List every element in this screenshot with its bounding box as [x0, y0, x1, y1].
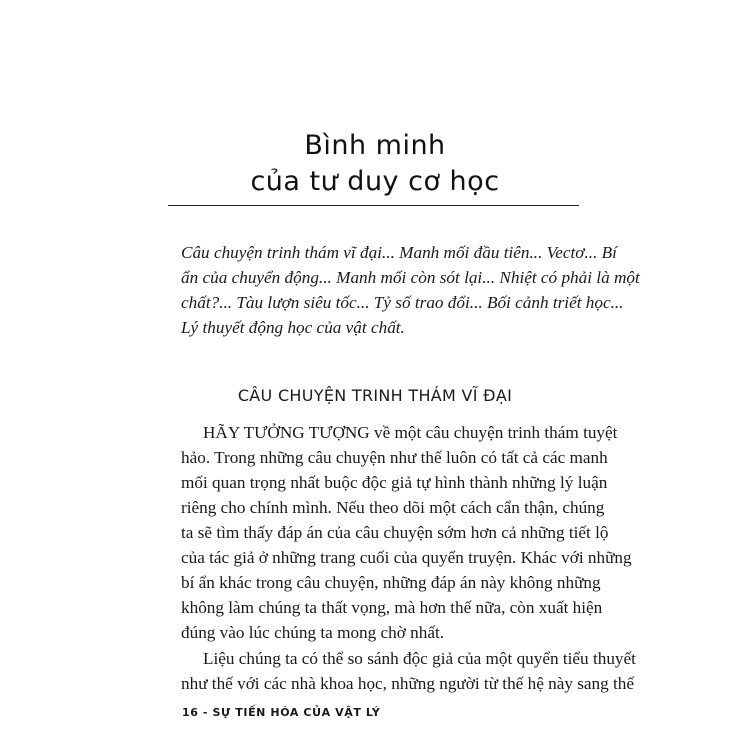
- intro-line: Câu chuyện trinh thám vĩ đại... Manh mối đầu tiên... Vectơ... Bí: [181, 243, 617, 262]
- body-line: HÃY TƯỞNG TƯỢNG về một câu chuyện trinh thám tuyệt: [203, 423, 618, 442]
- chapter-title-line-1: Bình minh: [304, 130, 446, 161]
- body-line: bí ẩn khác trong câu chuyện, những đáp án này không những: [181, 573, 601, 592]
- body-line: đúng vào lúc chúng ta mong chờ nhất.: [181, 623, 445, 642]
- intro-line: ẩn của chuyển động... Manh mối còn sót lại... Nhiệt có phải là một: [181, 268, 640, 287]
- intro-line: chất?... Tàu lượn siêu tốc... Tỷ số trao đổi... Bối cảnh triết học...: [181, 293, 624, 312]
- body-line: ta sẽ tìm thấy đáp án của câu chuyện sớm hơn cả những tiết lộ: [181, 523, 609, 542]
- intro-line: Lý thuyết động học của vật chất.: [181, 318, 405, 337]
- section-heading: CÂU CHUYỆN TRINH THÁM VĨ ĐẠI: [237, 386, 513, 405]
- body-line: mối quan trọng nhất buộc độc giả tự hình thành những lý luận: [181, 473, 608, 492]
- body-line: như thế với các nhà khoa học, những người từ thế hệ này sang thế: [181, 674, 635, 693]
- body-line: hảo. Trong những câu chuyện như thế luôn có tất cả các manh: [181, 448, 608, 467]
- title-divider: [168, 205, 579, 206]
- body-line: Liệu chúng ta có thể so sánh độc giả của một quyển tiểu thuyết: [203, 649, 636, 668]
- page-footer: 16 - SỰ TIẾN HÓA CỦA VẬT LÝ: [182, 706, 381, 719]
- body-line: không làm chúng ta thất vọng, mà hơn thế nữa, còn xuất hiện: [181, 598, 603, 617]
- chapter-title-line-2: của tư duy cơ học: [250, 166, 500, 197]
- body-line: của tác giả ở những trang cuối của quyển truyện. Khác với những: [181, 548, 632, 567]
- body-line: riêng cho chính mình. Nếu theo dõi một cách cẩn thận, chúng: [181, 498, 605, 517]
